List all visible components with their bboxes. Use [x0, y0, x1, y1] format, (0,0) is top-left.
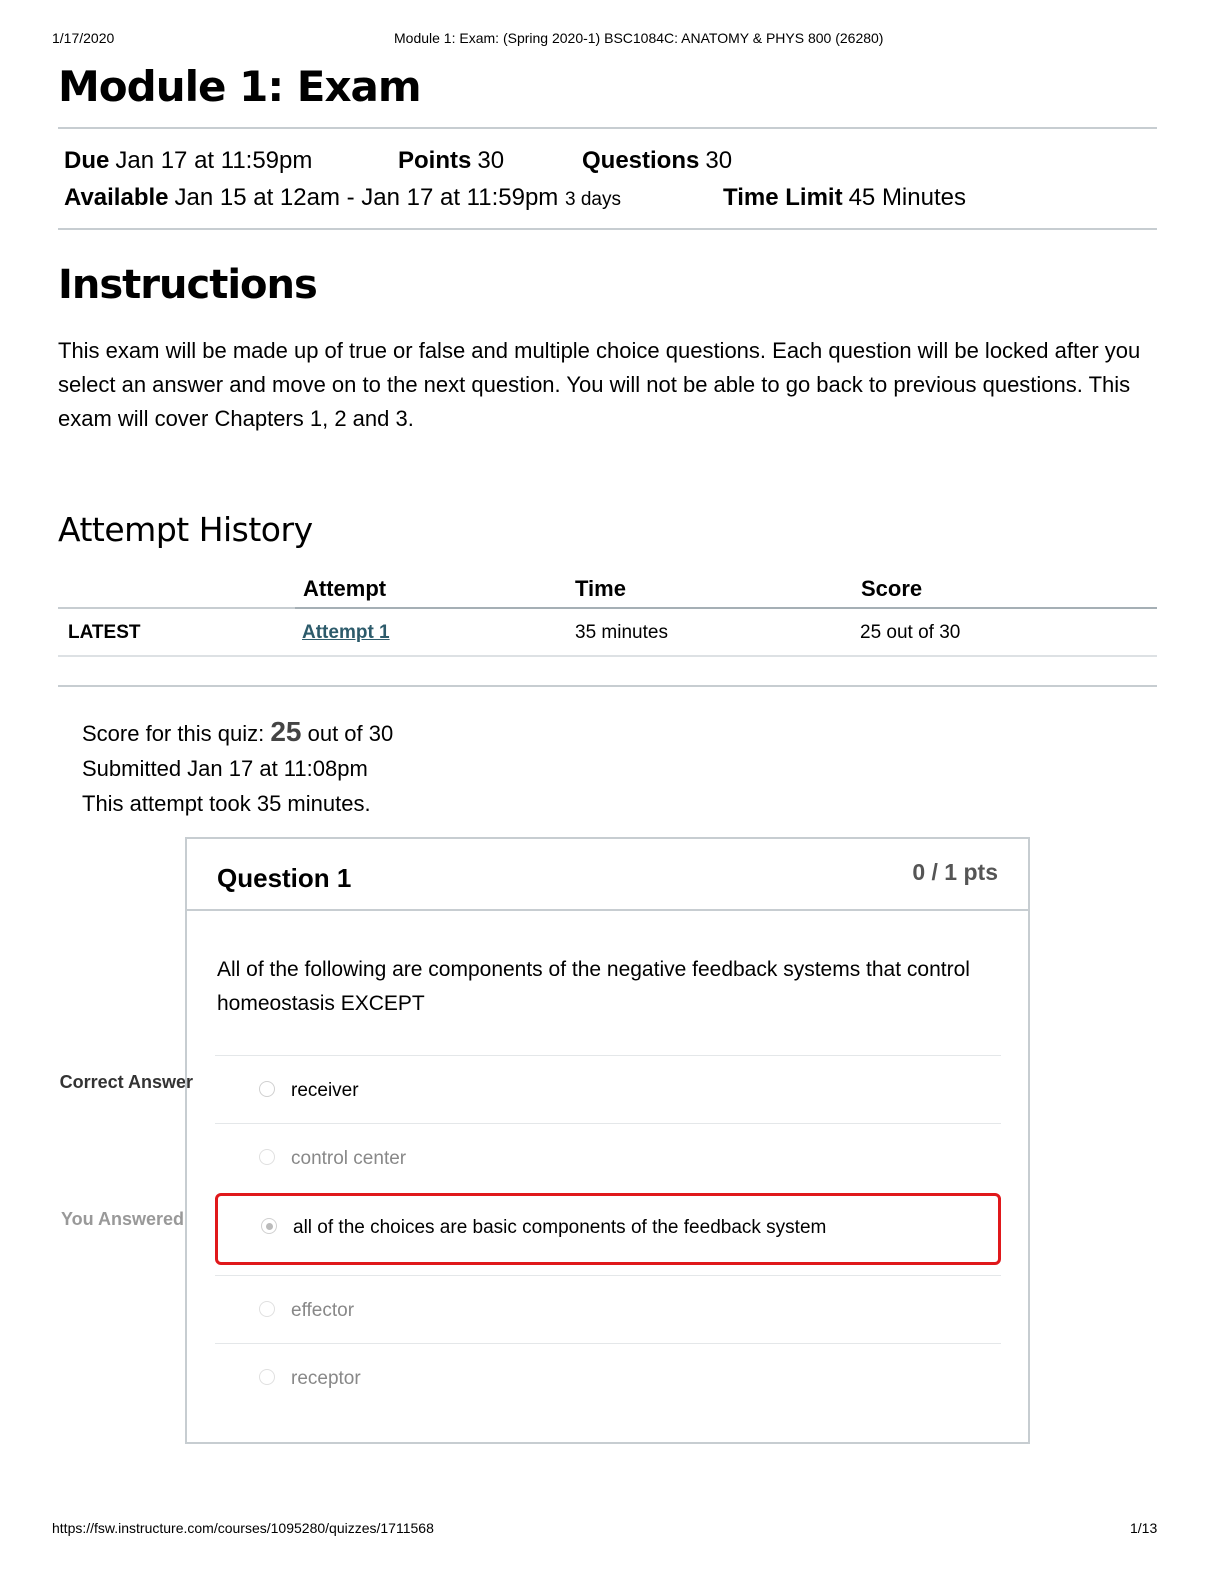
print-page-number: 1/13	[1130, 1520, 1158, 1536]
answer-label: effector	[291, 1300, 355, 1321]
question-header	[187, 839, 1028, 911]
print-header	[0, 30, 1224, 50]
divider	[58, 228, 1157, 230]
radio-icon[interactable]	[259, 1149, 275, 1165]
meta-due	[64, 147, 312, 175]
score-line	[82, 714, 393, 751]
due-value: Jan 17 at 11:59pm	[115, 147, 313, 174]
answer-option[interactable]	[215, 1123, 1001, 1191]
answer-option[interactable]	[215, 1055, 1001, 1123]
column-header-time: Time	[575, 576, 626, 601]
quiz-summary	[82, 714, 393, 821]
column-header-attempt: Attempt	[303, 576, 387, 601]
questions-value: 30	[705, 147, 733, 174]
page-title: Module 1: Exam	[58, 62, 421, 111]
table-row-divider	[58, 655, 1157, 657]
question-text: All of the following are components of the negative feedback systems that control homeostasis EXCEPT	[217, 958, 970, 1015]
you-answered-label: You Answered	[60, 1209, 184, 1229]
table-header-divider-accent	[295, 607, 1157, 609]
available-value: Jan 15 at 12am - Jan 17 at 11:59pm	[174, 184, 559, 211]
attempt-score: 25 out of 30	[860, 622, 961, 643]
answer-list	[215, 1055, 1001, 1411]
question-points: 0 / 1 pts	[912, 859, 998, 885]
score-suffix: out of 30	[307, 721, 394, 746]
correct-answer-label: Correct Answer	[60, 1072, 193, 1092]
score-prefix: Score for this quiz:	[82, 721, 265, 746]
duration-line: This attempt took 35 minutes.	[82, 791, 371, 816]
points-value: 30	[477, 147, 505, 174]
question-card	[185, 837, 1030, 1444]
time-limit-value: 45 Minutes	[848, 184, 966, 211]
print-url: https://fsw.instructure.com/courses/1095280/quizzes/1711568	[52, 1520, 434, 1536]
attempt-link[interactable]: Attempt 1	[302, 622, 390, 643]
meta-questions	[582, 147, 732, 175]
answer-label: receiver	[291, 1080, 359, 1101]
print-date: 1/17/2020	[52, 30, 115, 46]
radio-icon[interactable]	[259, 1081, 275, 1097]
meta-available	[64, 184, 621, 212]
time-limit-label: Time Limit	[723, 184, 843, 211]
answer-label: control center	[291, 1148, 407, 1169]
column-header-score: Score	[861, 576, 923, 601]
radio-icon[interactable]	[259, 1369, 275, 1385]
instructions-title: Instructions	[58, 262, 317, 308]
submitted-line: Submitted Jan 17 at 11:08pm	[82, 756, 368, 781]
attempt-history-title: Attempt History	[58, 510, 313, 549]
points-label: Points	[398, 147, 472, 174]
questions-label: Questions	[582, 147, 700, 174]
answer-option[interactable]	[215, 1275, 1001, 1343]
due-label: Due	[64, 147, 110, 174]
divider	[58, 685, 1157, 687]
meta-time-limit	[723, 184, 966, 212]
available-label: Available	[64, 184, 169, 211]
attempt-status: LATEST	[68, 622, 141, 643]
radio-icon[interactable]	[259, 1301, 275, 1317]
available-duration: 3 days	[564, 189, 621, 210]
answer-option[interactable]	[215, 1343, 1001, 1411]
question-title: Question 1	[217, 863, 352, 893]
print-title: Module 1: Exam: (Spring 2020-1) BSC1084C: ANATOMY & PHYS 800 (26280)	[394, 30, 884, 46]
radio-selected-icon[interactable]	[261, 1218, 277, 1234]
answer-option-selected[interactable]	[215, 1191, 1001, 1275]
score-value: 25	[270, 716, 302, 747]
instructions-text: This exam will be made up of true or false and multiple choice questions. Each question will be locked after you select an answer and move on to the next question. You will not be able to go back to previous questions. This exam will cover Chapters 1, 2 and 3.	[58, 338, 1141, 431]
attempt-time: 35 minutes	[575, 622, 668, 643]
divider	[58, 127, 1157, 129]
answer-label: all of the choices are basic components of the feedback system	[293, 1217, 827, 1238]
answer-label: receptor	[291, 1368, 361, 1389]
meta-points	[398, 147, 504, 175]
